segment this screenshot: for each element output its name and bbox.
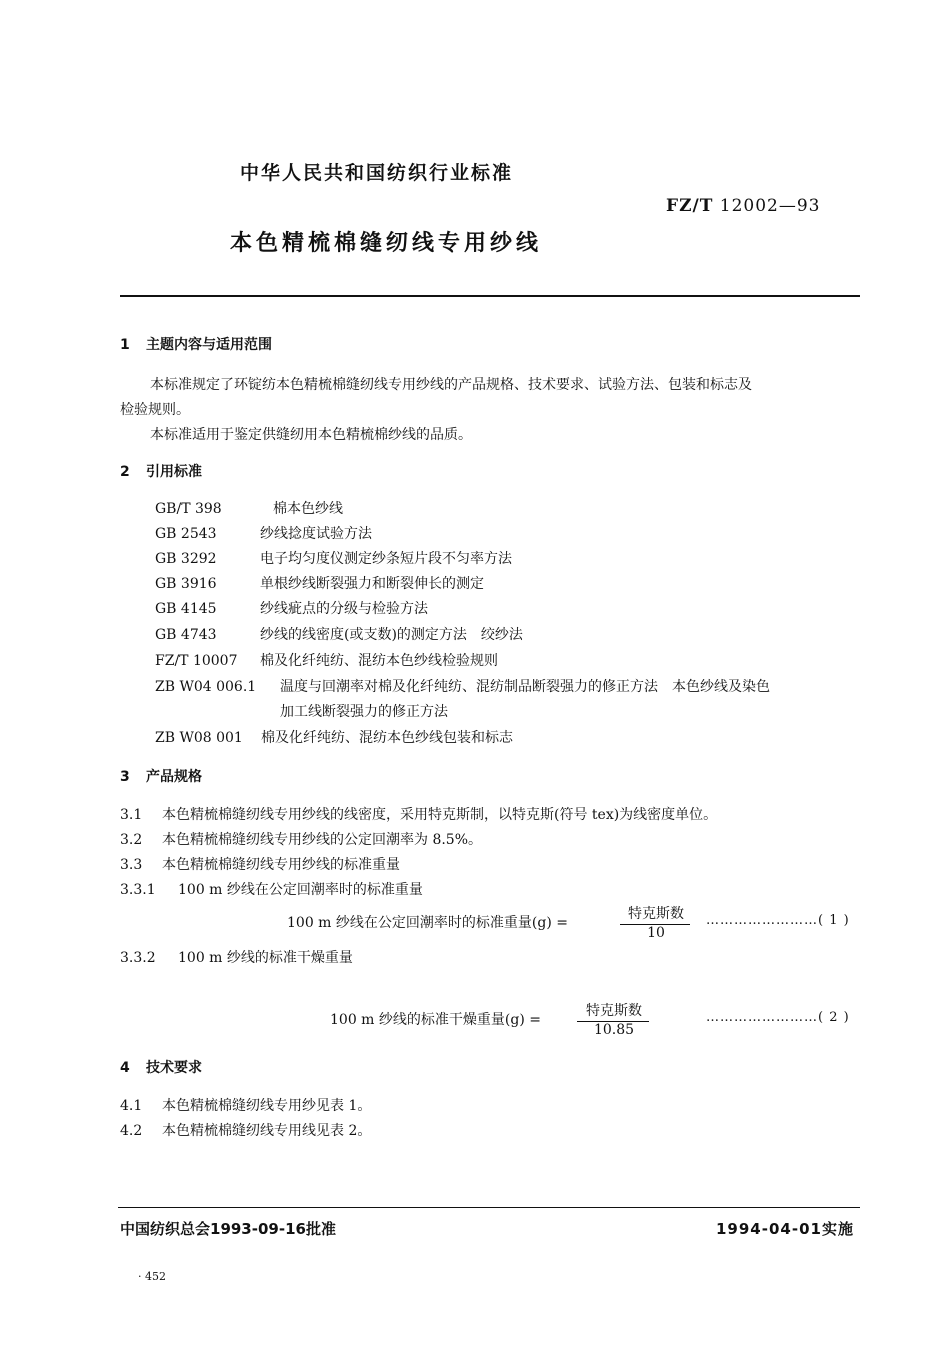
clause-number: 3.2 [120, 832, 143, 848]
approval-date: 中国纺织总会1993-09-16批准 [120, 1220, 336, 1238]
clause-text: 100 m 纱线在公定回潮率时的标准重量 [178, 882, 423, 898]
section-4-heading [120, 1057, 202, 1077]
reference-code: ZB W04 006.1 [155, 679, 257, 695]
section-1-para1-line1: 本标准规定了环锭纺本色精梳棉缝纫线专用纱线的产品规格、技术要求、试验方法、包装和标志及 [150, 377, 752, 393]
header-divider [120, 295, 860, 297]
reference-name-continued: 加工线断裂强力的修正方法 [280, 704, 448, 720]
reference-code: GB 4743 [155, 627, 217, 643]
clause-3-3-2 [120, 947, 353, 967]
reference-name: 棉及化纤纯纺、混纺本色纱线检验规则 [260, 653, 498, 669]
section-number: 3 [120, 769, 130, 785]
equation-2-lhs: 100 m 纱线的标准干燥重量(g) = [330, 1012, 541, 1028]
clause-text: 本色精梳棉缝纫线专用纱线的公定回潮率为 8.5%。 [162, 832, 483, 848]
clause-4-2 [120, 1120, 371, 1140]
clause-number: 3.1 [120, 807, 143, 823]
equation-1-lhs: 100 m 纱线在公定回潮率时的标准重量(g) = [287, 915, 568, 931]
section-1-heading [120, 334, 272, 354]
page-number: · 452 [138, 1270, 166, 1283]
equation-2-numerator: 特克斯数 [586, 1003, 642, 1019]
standard-code-prefix: FZ/T [666, 196, 714, 216]
section-number: 2 [120, 464, 130, 480]
footer-divider [118, 1207, 860, 1208]
reference-item [155, 598, 428, 618]
reference-name: 棉本色纱线 [273, 501, 343, 517]
clause-number: 4.2 [120, 1123, 143, 1139]
clause-text: 100 m 纱线的标准干燥重量 [178, 950, 353, 966]
section-1-para1-line2: 检验规则。 [120, 402, 190, 418]
equation-2-denominator: 10.85 [593, 1022, 635, 1038]
equation-1-numerator: 特克斯数 [628, 906, 684, 922]
section-1-para2: 本标准适用于鉴定供缝纫用本色精梳棉纱线的品质。 [150, 427, 472, 443]
reference-item [155, 650, 498, 670]
equation-1-denominator: 10 [647, 925, 665, 941]
reference-name: 纱线疵点的分级与检验方法 [260, 601, 428, 617]
section-3-heading [120, 766, 202, 786]
reference-code: GB/T 398 [155, 501, 222, 517]
reference-name: 单根纱线断裂强力和断裂伸长的测定 [260, 576, 484, 592]
clause-number: 3.3.2 [120, 950, 156, 966]
clause-text: 本色精梳棉缝纫线专用纱见表 1。 [162, 1098, 372, 1114]
reference-code: GB 3916 [155, 576, 217, 592]
clause-3-3 [120, 854, 400, 874]
clause-text: 本色精梳棉缝纫线专用纱线的线密度，采用特克斯制，以特克斯(符号 tex)为线密度单位。 [162, 807, 718, 823]
reference-item [155, 727, 513, 747]
clause-4-1 [120, 1095, 371, 1115]
document-title: 本色精梳棉缝纫线专用纱线 [230, 231, 543, 256]
reference-code: GB 2543 [155, 526, 217, 542]
clause-number: 3.3.1 [120, 882, 156, 898]
reference-code: FZ/T 10007 [155, 653, 238, 669]
section-number: 4 [120, 1060, 130, 1076]
effective-date: 1994-04-01实施 [716, 1220, 854, 1238]
reference-code: GB 4145 [155, 601, 217, 617]
clause-text: 本色精梳棉缝纫线专用线见表 2。 [162, 1123, 372, 1139]
reference-name: 纱线的线密度(或支数)的测定方法 绞纱法 [260, 627, 523, 643]
equation-1-label: ……………………( 1 ) [706, 913, 850, 928]
equation-2-fraction [577, 1000, 651, 1040]
clause-text: 本色精梳棉缝纫线专用纱线的标准重量 [162, 857, 400, 873]
clause-3-3-1 [120, 879, 423, 899]
reference-item [155, 523, 372, 543]
clause-number: 4.1 [120, 1098, 143, 1114]
section-title: 引用标准 [146, 464, 202, 480]
reference-item [155, 624, 523, 644]
section-number: 1 [120, 337, 130, 353]
section-title: 产品规格 [146, 769, 202, 785]
section-title: 技术要求 [146, 1060, 202, 1076]
reference-item [155, 573, 484, 593]
equation-1-fraction [620, 903, 692, 943]
clause-3-1 [120, 804, 717, 824]
reference-name: 棉及化纤纯纺、混纺本色纱线包装和标志 [261, 730, 513, 746]
section-2-heading [120, 461, 202, 481]
reference-item [155, 498, 343, 518]
reference-code: ZB W08 001 [155, 730, 243, 746]
standard-code-number: 12002—93 [719, 196, 821, 216]
standard-code [666, 196, 820, 216]
clause-number: 3.3 [120, 857, 143, 873]
equation-2-label: ……………………( 2 ) [706, 1010, 850, 1025]
reference-item [155, 548, 512, 568]
reference-item [155, 676, 770, 696]
reference-name: 纱线捻度试验方法 [260, 526, 372, 542]
standard-name: 中华人民共和国纺织行业标准 [240, 162, 514, 184]
reference-code: GB 3292 [155, 551, 217, 567]
clause-3-2 [120, 829, 482, 849]
reference-name: 电子均匀度仪测定纱条短片段不匀率方法 [260, 551, 512, 567]
reference-name: 温度与回潮率对棉及化纤纯纺、混纺制品断裂强力的修正方法 本色纱线及染色 [280, 679, 770, 695]
section-title: 主题内容与适用范围 [146, 337, 272, 353]
